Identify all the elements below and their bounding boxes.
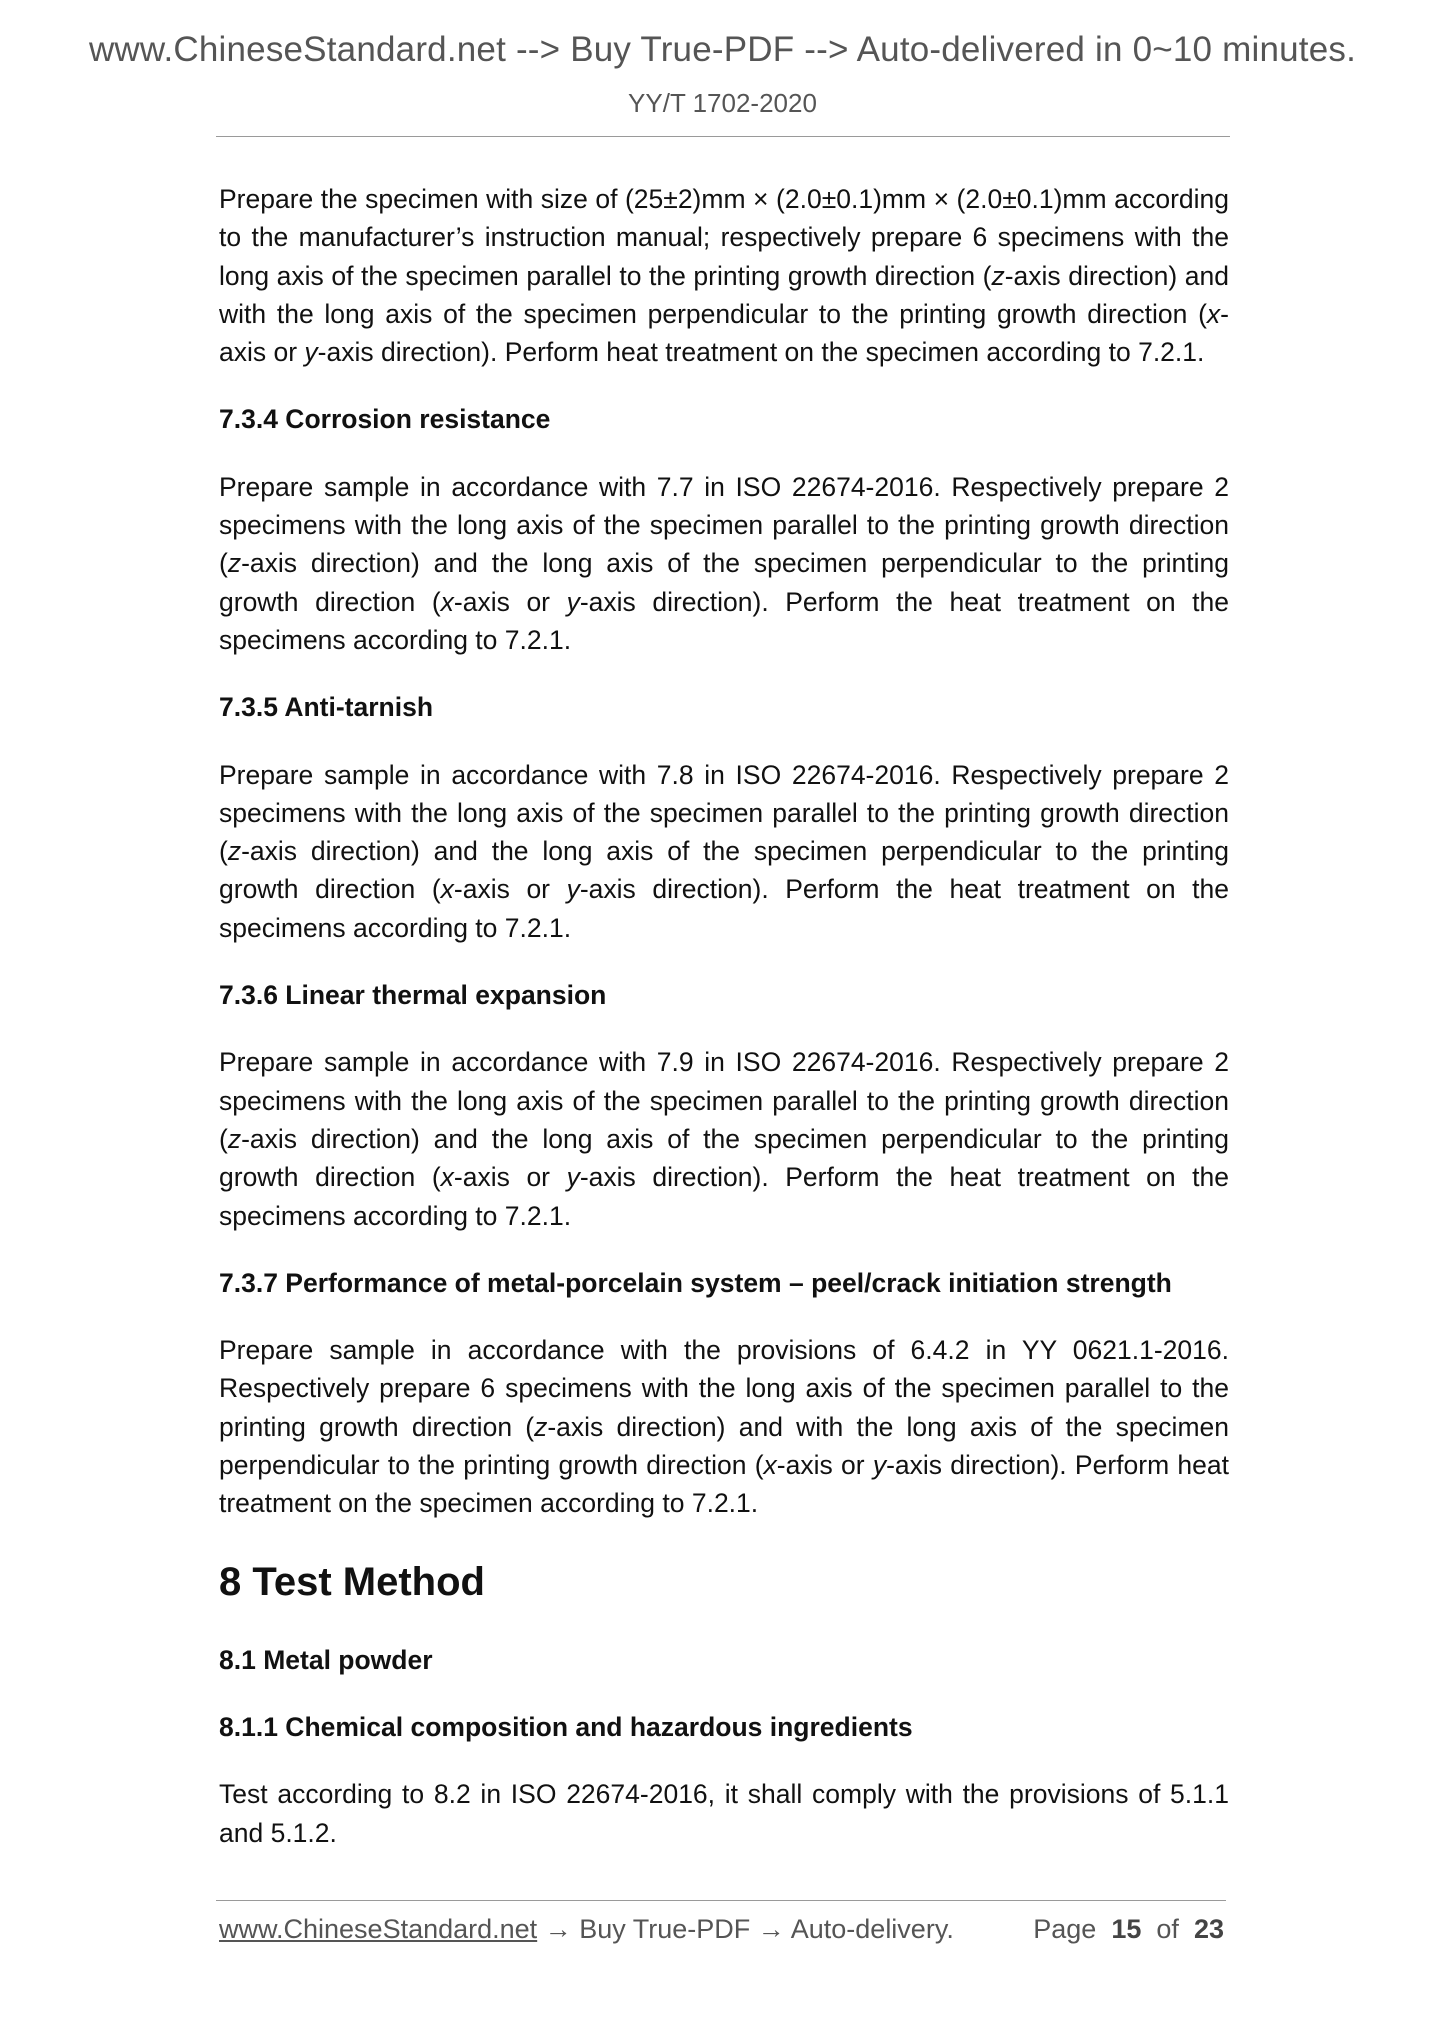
section-paragraph-8-1-1: Test according to 8.2 in ISO 22674-2016, it shall comply with the provisions of 5.1.1 and 5.1.2. — [219, 1779, 1229, 1848]
header-divider — [216, 136, 1230, 137]
section-heading-7-3-6: 7.3.6 Linear thermal expansion — [219, 980, 607, 1011]
section-paragraph-7-3-6: Prepare sample in accordance with 7.9 in ISO 22674-2016. Respectively prepare 2 specimens with the long axis of the specimen parallel to the printing growth direction (z-axis direction) and the long axis of the specimen perpendicular to the printing growth direction (x-axis or y-axis direction). Perform the heat treatment on the specimens according to 7.2.1. — [219, 1047, 1229, 1231]
page-indicator: Page 15 of 23 — [1033, 1914, 1224, 1944]
section-heading-8-1-1: 8.1.1 Chemical composition and hazardous ingredients — [219, 1711, 913, 1742]
document-number: YY/T 1702-2020 — [628, 88, 817, 118]
section-heading-7-3-7: 7.3.7 Performance of metal-porcelain system – peel/crack initiation strength — [219, 1267, 1172, 1298]
section-paragraph-7-3-5: Prepare sample in accordance with 7.8 in ISO 22674-2016. Respectively prepare 2 specimens with the long axis of the specimen parallel to the printing growth direction (z-axis direction) and the long axis of the specimen perpendicular to the printing growth direction (x-axis or y-axis direction). Perform the heat treatment on the specimens according to 7.2.1. — [219, 759, 1229, 943]
current-page-number: 15 — [1111, 1914, 1142, 1944]
total-page-count: 23 — [1193, 1914, 1224, 1944]
section-heading-7-3-4: 7.3.4 Corrosion resistance — [219, 404, 551, 435]
section-heading-7-3-5: 7.3.5 Anti-tarnish — [219, 692, 434, 723]
site-banner: www.ChineseStandard.net --> Buy True-PDF --> Auto-delivered in 0~10 minutes. — [88, 30, 1357, 69]
section-paragraph-7-3-7: Prepare sample in accordance with the provisions of 6.4.2 in YY 0621.1-2016. Respectively prepare 6 specimens with the long axis of the specimen parallel to the printing growth direction (z-axis direction) and with the long axis of the specimen perpendicular to the printing growth direction (x-axis or y-axis direction). Perform heat treatment on the specimen according to 7.2.1. — [219, 1335, 1229, 1519]
page-footer — [219, 1914, 1224, 1954]
footer-divider — [216, 1900, 1226, 1901]
section-paragraph-7-3-4: Prepare sample in accordance with 7.7 in ISO 22674-2016. Respectively prepare 2 specimens with the long axis of the specimen parallel to the printing growth direction (z-axis direction) and the long axis of the specimen perpendicular to the printing growth direction (x-axis or y-axis direction). Perform the heat treatment on the specimens according to 7.2.1. — [219, 471, 1229, 655]
footer-site-link[interactable]: www.ChineseStandard.net — [219, 1914, 538, 1944]
footer-tagline: → Buy True-PDF → Auto-delivery. — [537, 1914, 954, 1944]
chapter-heading-8: 8 Test Method — [219, 1559, 485, 1604]
intro-paragraph: Prepare the specimen with size of (25±2)mm × (2.0±0.1)mm × (2.0±0.1)mm according to the manufacturer’s instruction manual; respectively prepare 6 specimens with the long axis of the specimen parallel to the printing growth direction (z-axis direction) and with the long axis of the specimen perpendicular to the printing growth direction (x-axis or y-axis direction). Perform heat treatment on the specimen according to 7.2.1. — [219, 184, 1229, 368]
section-heading-8-1: 8.1 Metal powder — [219, 1644, 433, 1675]
footer-promo — [219, 1914, 954, 1945]
page-content — [219, 180, 1229, 1881]
